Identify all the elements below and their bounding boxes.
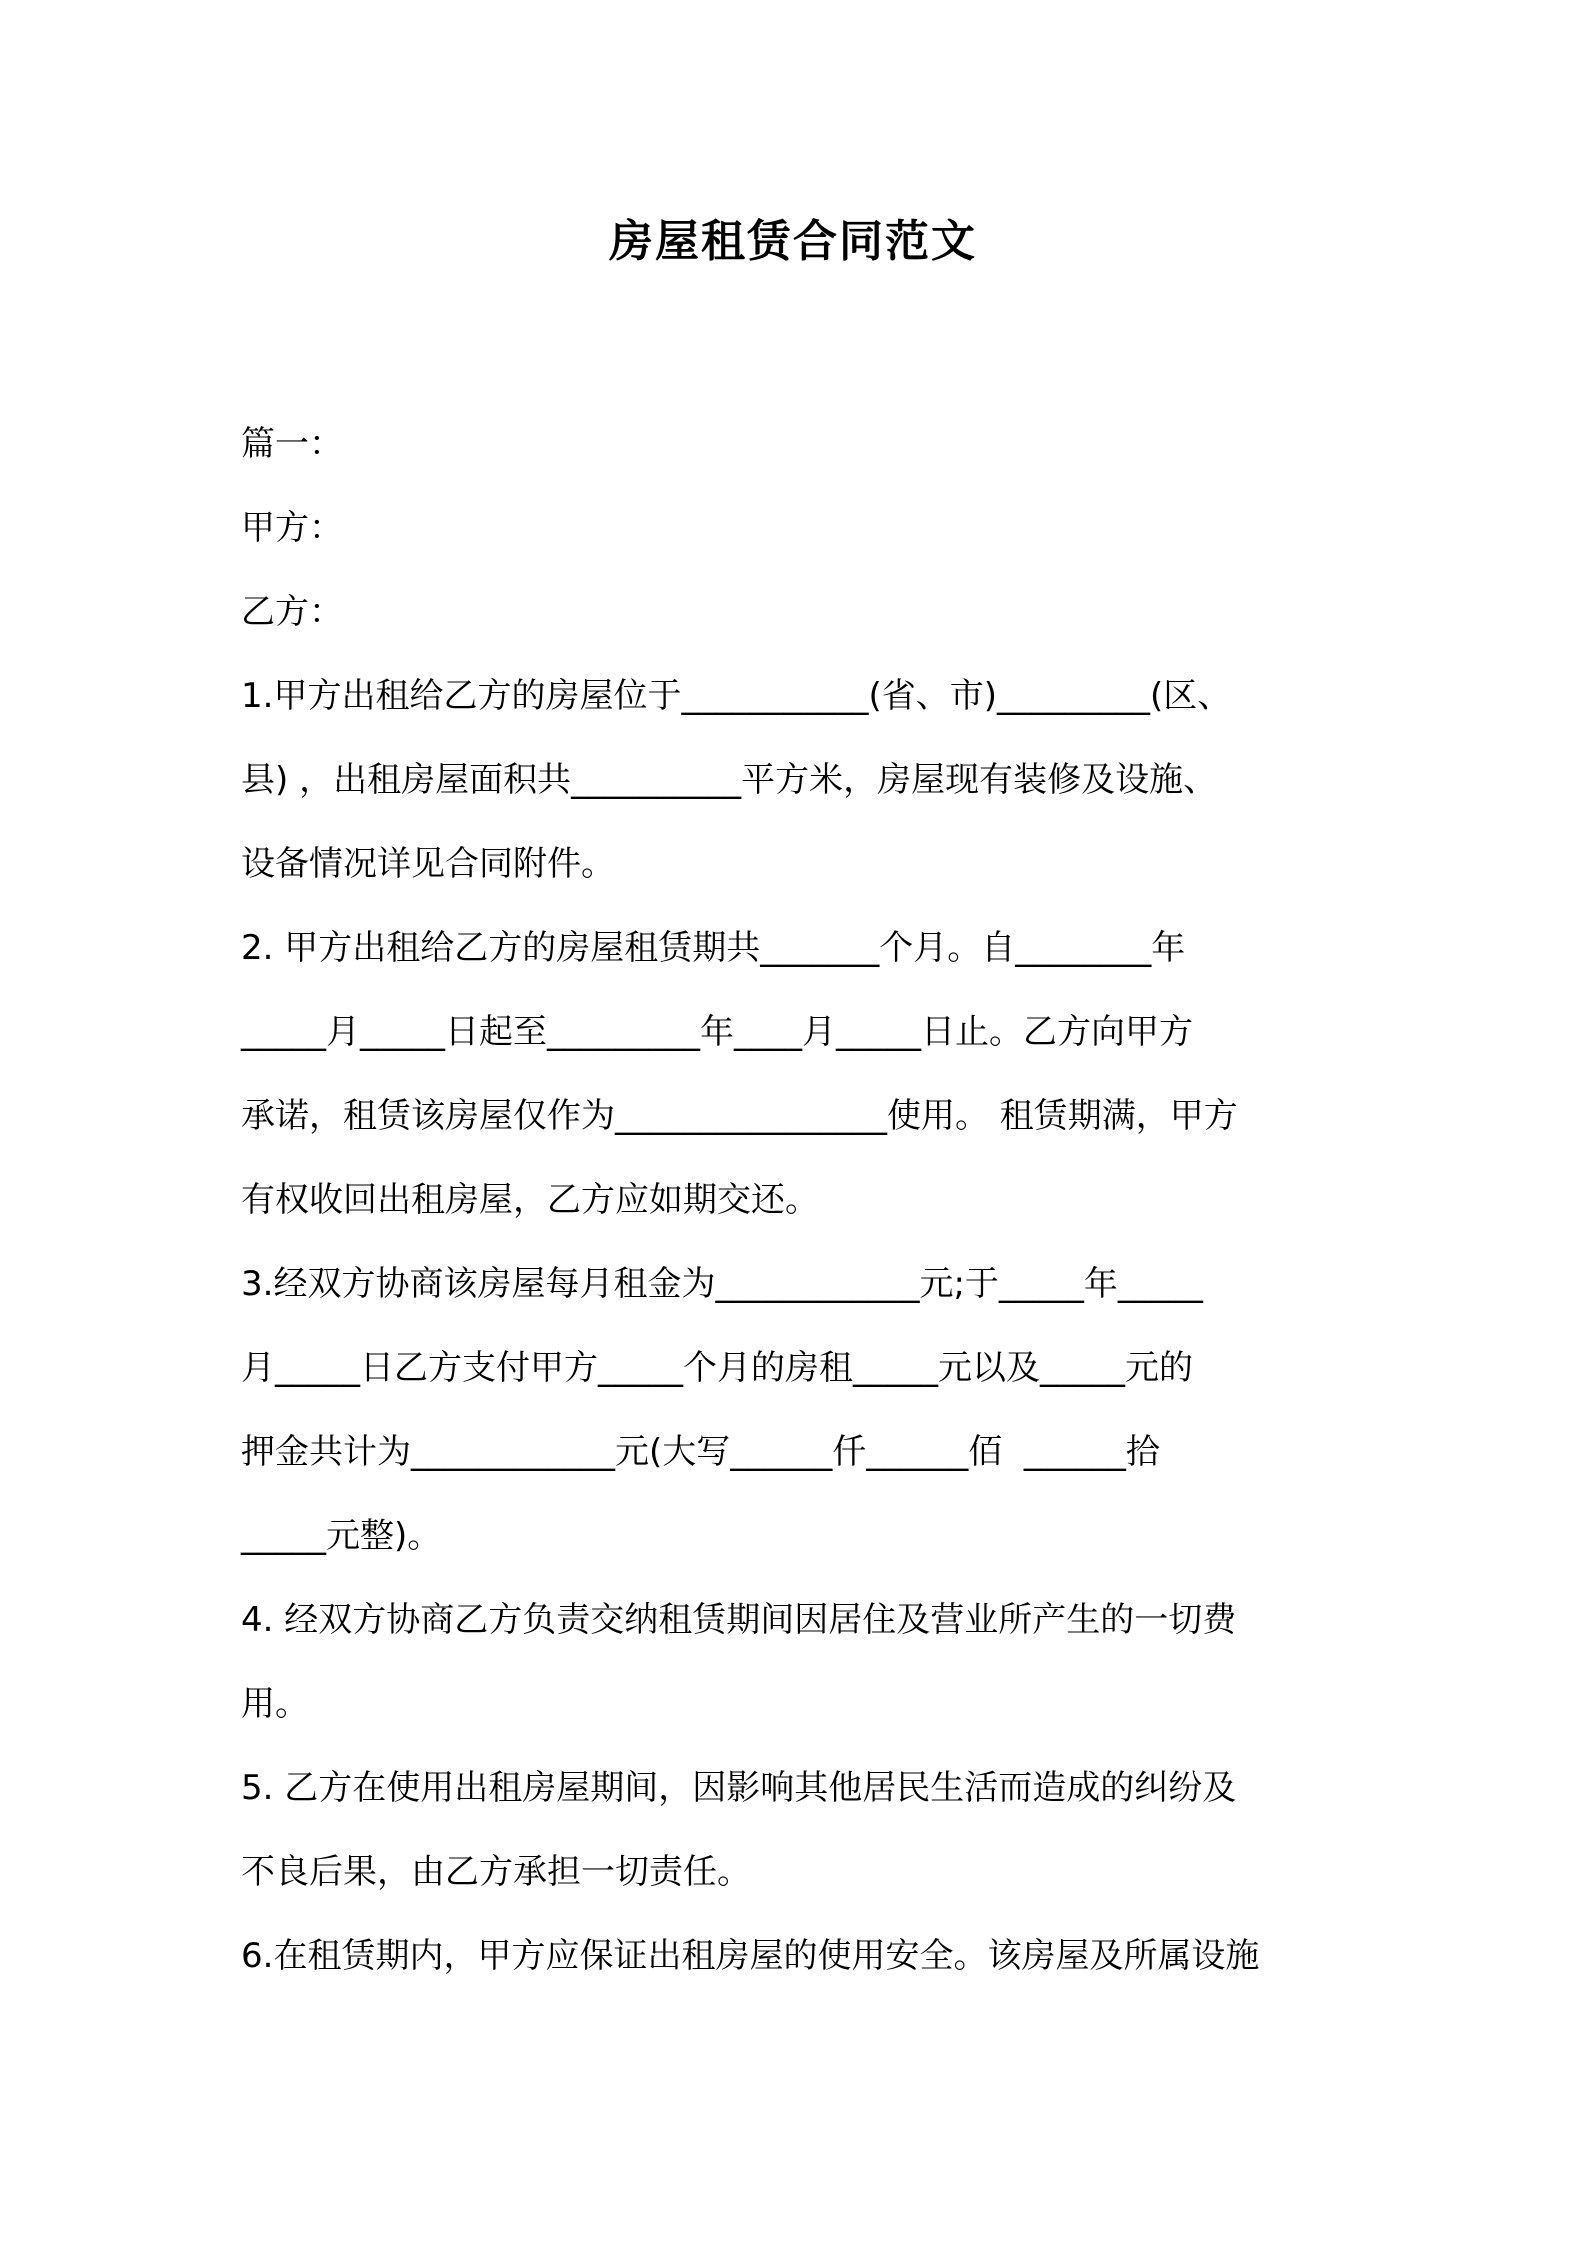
clause-2-line-2: _____月_____日起至_________年____月_____日止。乙方向甲方 — [241, 1012, 1193, 1052]
heading-part-one: 篇一： — [241, 424, 343, 464]
clause-2-line-3: 承诺，租赁该房屋仅作为________________使用。 租赁期满，甲方 — [241, 1096, 1238, 1136]
clause-2-line-1: 2. 甲方出租给乙方的房屋租赁期共_______个月。自________年 — [241, 928, 1186, 968]
clause-4-line-1: 4. 经双方协商乙方负责交纳租赁期间因居住及营业所产生的一切费 — [241, 1600, 1237, 1640]
clause-2-line-4: 有权收回出租房屋，乙方应如期交还。 — [241, 1180, 819, 1220]
clause-3-line-4: _____元整)。 — [241, 1516, 442, 1556]
clause-5-line-1: 5. 乙方在使用出租房屋期间，因影响其他居民生活而造成的纠纷及 — [241, 1768, 1237, 1808]
clause-1-line-3: 设备情况详见合同附件。 — [241, 844, 615, 884]
document-title: 房屋租赁合同范文 — [609, 216, 977, 267]
clause-3-line-3: 押金共计为____________元(大写______仟______佰 ______拾 — [241, 1432, 1160, 1472]
party-b-label: 乙方： — [241, 592, 343, 632]
clause-5-line-2: 不良后果，由乙方承担一切责任。 — [241, 1852, 751, 1892]
clause-4-line-2: 用。 — [241, 1684, 309, 1724]
clause-3-line-2: 月_____日乙方支付甲方_____个月的房租_____元以及_____元的 — [241, 1348, 1193, 1388]
clause-1-line-2: 县) ，出租房屋面积共__________平方米，房屋现有装修及设施、 — [241, 760, 1218, 800]
party-a-label: 甲方： — [241, 508, 343, 548]
clause-1-line-1: 1.甲方出租给乙方的房屋位于___________(省、市)_________(区、 — [241, 676, 1232, 716]
clause-6-line-1: 6.在租赁期内，甲方应保证出租房屋的使用安全。该房屋及所属设施 — [241, 1936, 1260, 1976]
document-body — [241, 402, 1361, 1998]
clause-3-line-1: 3.经双方协商该房屋每月租金为____________元;于_____年_____ — [241, 1264, 1203, 1304]
